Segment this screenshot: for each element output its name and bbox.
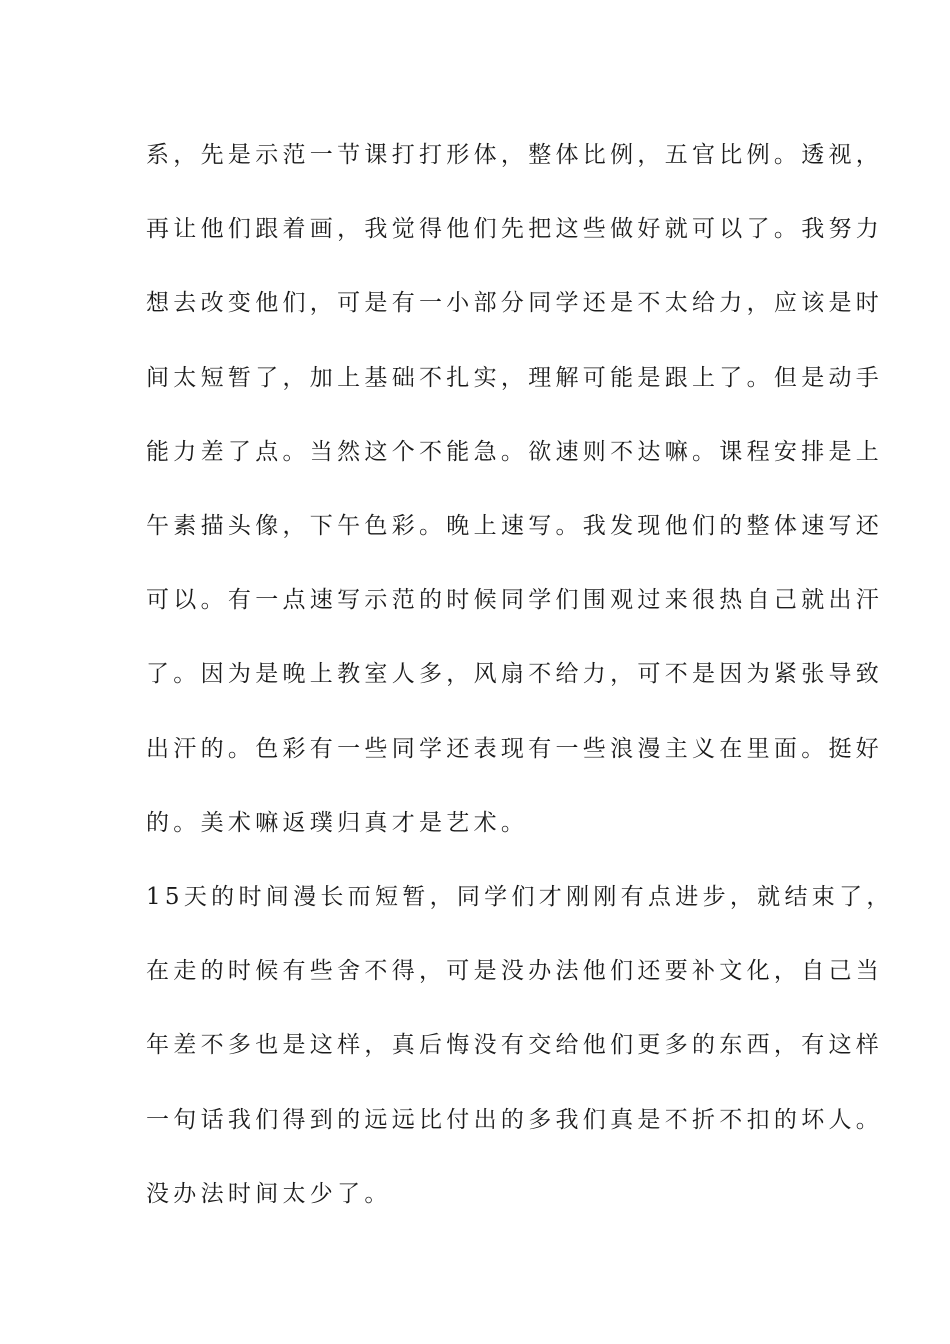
text-line: 的。美术嘛返璞归真才是艺术。	[146, 809, 529, 836]
text-line: 在走的时候有些舍不得，可是没办法他们还要补文化，自己当	[146, 958, 884, 985]
text-line: 年差不多也是这样，真后悔没有交给他们更多的东西，有这样	[146, 1032, 884, 1059]
text-line: 一句话我们得到的远远比付出的多我们真是不折不扣的坏人。	[146, 1106, 884, 1133]
text-line: 午素描头像，下午色彩。晚上速写。我发现他们的整体速写还	[146, 512, 884, 539]
text-line: 可以。有一点速写示范的时候同学们围观过来很热自己就出汗	[146, 587, 884, 614]
text-line: 能力差了点。当然这个不能急。欲速则不达嘛。课程安排是上	[146, 438, 884, 465]
text-line: 没办法时间太少了。	[146, 1180, 392, 1207]
paragraph-1	[146, 132, 884, 874]
text-line: 出汗的。色彩有一些同学还表现有一些浪漫主义在里面。挺好	[146, 735, 884, 762]
text-line: 15天的时间漫长而短暂，同学们才刚刚有点进步，就结束了，	[146, 884, 894, 910]
text-line: 再让他们跟着画，我觉得他们先把这些做好就可以了。我努力	[146, 216, 884, 243]
text-line: 想去改变他们，可是有一小部分同学还是不太给力，应该是时	[146, 290, 884, 317]
paragraph-2	[146, 874, 894, 1245]
text-line: 了。因为是晚上教室人多，风扇不给力，可不是因为紧张导致	[146, 661, 884, 688]
text-line: 间太短暂了，加上基础不扎实，理解可能是跟上了。但是动手	[146, 364, 884, 391]
text-line: 系，先是示范一节课打打形体，整体比例，五官比例。透视，	[146, 142, 884, 168]
